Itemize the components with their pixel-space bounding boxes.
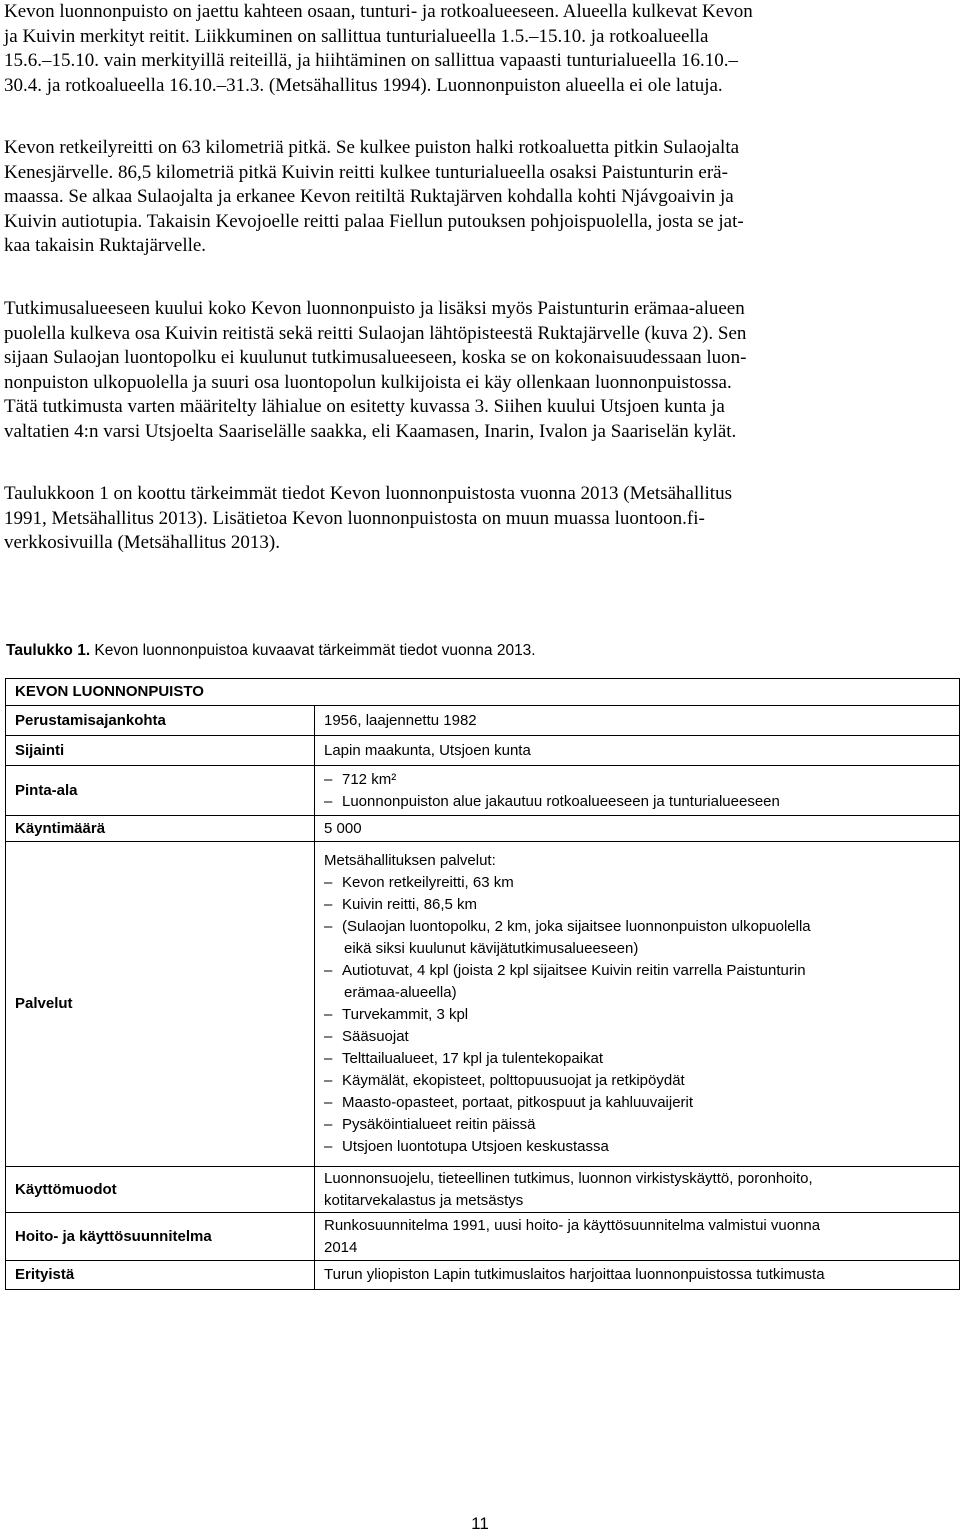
list-item-text: 712 km²: [342, 770, 397, 788]
row-label: Hoito- ja käyttösuunnitelma: [6, 1213, 315, 1261]
list-item: [324, 894, 950, 916]
row-value: [315, 1167, 960, 1213]
row-value: 1956, laajennettu 1982: [315, 706, 960, 736]
text-line: kaa takaisin Ruktajärvelle.: [4, 235, 207, 256]
list-item-continuation: erämaa-alueella): [344, 984, 457, 1001]
list-item: [324, 769, 950, 791]
table-row: [6, 816, 960, 842]
area-list: [324, 769, 950, 813]
row-value: 5 000: [315, 816, 960, 842]
paragraph-1: [4, 0, 946, 98]
cell-line: 2014: [324, 1238, 358, 1256]
table-caption-label: Taulukko 1.: [6, 642, 91, 659]
list-item-continuation: eikä siksi kuulunut kävijätutkimusalueeseen): [344, 940, 639, 957]
text-line: valtatien 4:n varsi Utsjoelta Saariselälle saakka, eli Kaamasen, Inarin, Ivalon ja Saariselän kylät.: [4, 420, 737, 442]
row-value: [315, 842, 960, 1167]
cell-line: Runkosuunnitelma 1991, uusi hoito- ja käyttösuunnitelma valmistui vuonna: [324, 1216, 821, 1234]
table-row: [6, 1167, 960, 1213]
list-item-text: Käymälät, ekopisteet, polttopuusuojat ja retkipöydät: [342, 1072, 685, 1089]
text-line: maassa. Se alkaa Sulaojalta ja erkanee Kevon reitiltä Ruktajärven kohdalla kohti Njávgoaivin ja: [4, 186, 734, 207]
dash-symbol: –: [324, 896, 333, 913]
dash-symbol: –: [324, 1094, 333, 1111]
text-line: Kenesjärvelle. 86,5 kilometriä pitkä Kuivin reitti kulkee tunturialueella osaksi Paistunturin erä-: [4, 161, 728, 183]
text-line: verkkosivuilla (Metsähallitus 2013).: [4, 532, 280, 553]
table-row: [6, 1261, 960, 1290]
cell-line: kotitarvekalastus ja metsästys: [324, 1191, 524, 1209]
dash-symbol: –: [324, 1138, 333, 1155]
text-line: Kuivin autiotupia. Takaisin Kevojoelle reitti palaa Fiellun putouksen pohjoispuolella, josta se jat-: [4, 210, 744, 232]
park-facts-table: [5, 678, 960, 1290]
list-item-text: Pysäköintialueet reitin päissä: [342, 1116, 536, 1133]
list-item-text: Autiotuvat, 4 kpl (joista 2 kpl sijaitsee Kuivin reitin varrella Paistunturin: [342, 962, 806, 979]
list-item-text: Telttailualueet, 17 kpl ja tulentekopaikat: [342, 1050, 604, 1067]
text-line: 1991, Metsähallitus 2013). Lisätietoa Kevon luonnonpuistosta on muun muassa luontoon.fi-: [4, 507, 705, 529]
list-item-text: Luonnonpuiston alue jakautuu rotkoalueeseen ja tunturialueeseen: [342, 792, 780, 810]
table-row: [6, 679, 960, 706]
paragraph-3: [4, 297, 946, 444]
table-caption: [6, 642, 536, 660]
table-caption-text: Kevon luonnonpuistoa kuvaavat tärkeimmät tiedot vuonna 2013.: [90, 642, 536, 659]
row-label: Sijainti: [6, 736, 315, 766]
list-item-text: Turvekammit, 3 kpl: [342, 1006, 469, 1023]
text-line: Kevon retkeilyreitti on 63 kilometriä pitkä. Se kulkee puiston halki rotkoaluetta pitkin Sulaojalta: [4, 137, 740, 158]
text-line: sijaan Sulaojan luontopolku ei kuulunut tutkimusalueeseen, koska se on kokonaisuudessaan luon-: [4, 347, 747, 368]
services-intro: Metsähallituksen palvelut:: [324, 852, 496, 869]
list-item: [324, 791, 950, 813]
list-item: [324, 1070, 950, 1092]
table-row: [6, 766, 960, 816]
row-value: Lapin maakunta, Utsjoen kunta: [315, 736, 960, 766]
row-value: [315, 1213, 960, 1261]
dash-symbol: –: [324, 874, 333, 891]
paragraph-2: [4, 136, 946, 259]
dash-symbol: –: [324, 962, 333, 979]
row-label: Erityistä: [6, 1261, 315, 1290]
dash-symbol: –: [324, 792, 333, 810]
page-number: 11: [471, 1514, 489, 1533]
list-item-text: Sääsuojat: [342, 1028, 409, 1045]
text-line: 30.4. ja rotkoalueella 16.10.–31.3. (Metsähallitus 1994). Luonnonpuiston alueella ei ole latuja.: [4, 74, 723, 96]
dash-symbol: –: [324, 1028, 333, 1045]
table-row: [6, 842, 960, 1167]
row-label: Käyntimäärä: [6, 816, 315, 842]
list-item: [324, 1136, 950, 1158]
dash-symbol: –: [324, 1116, 333, 1133]
text-line: Tätä tutkimusta varten määritelty lähialue on esitetty kuvassa 3. Siihen kuului Utsjoen kunta ja: [4, 396, 725, 417]
list-item-text: Kevon retkeilyreitti, 63 km: [342, 874, 514, 891]
list-item-text: Kuivin reitti, 86,5 km: [342, 896, 478, 913]
row-label: Käyttömuodot: [6, 1167, 315, 1213]
list-item: [324, 1026, 950, 1048]
row-label: Perustamisajankohta: [6, 706, 315, 736]
list-item-text: Maasto-opasteet, portaat, pitkospuut ja kahluuvaijerit: [342, 1094, 694, 1111]
list-item: [324, 1004, 950, 1026]
list-item-text: Utsjoen luontotupa Utsjoen keskustassa: [342, 1138, 609, 1155]
dash-symbol: –: [324, 918, 333, 935]
list-item: [324, 872, 950, 894]
dash-symbol: –: [324, 1006, 333, 1023]
list-item: [324, 960, 950, 982]
row-label: Palvelut: [6, 842, 315, 1167]
table-header: KEVON LUONNONPUISTO: [6, 679, 960, 706]
dash-symbol: –: [324, 1050, 333, 1067]
list-item: [324, 1092, 950, 1114]
table-row: [6, 736, 960, 766]
cell-line: Luonnonsuojelu, tieteellinen tutkimus, luonnon virkistyskäyttö, poronhoito,: [324, 1169, 813, 1187]
list-item: [324, 1114, 950, 1136]
text-line: puolella kulkeva osa Kuivin reitistä sekä reitti Sulaojan lähtöpisteestä Ruktajärvelle (kuva 2). Sen: [4, 322, 747, 344]
text-line: nonpuiston ulkopuolella ja suuri osa luontopolun kulkijoista ei käy ollenkaan luonnonpuistossa.: [4, 371, 732, 393]
list-item-text: (Sulaojan luontopolku, 2 km, joka sijaitsee luonnonpuiston ulkopuolella: [342, 918, 811, 935]
text-line: Kevon luonnonpuisto on jaettu kahteen osaan, tunturi- ja rotkoalueeseen. Alueella kulkevat Kevon: [4, 1, 753, 22]
paragraph-4: [4, 482, 946, 556]
row-label: Pinta-ala: [6, 766, 315, 816]
services-list: [324, 872, 950, 1158]
list-item: [324, 916, 950, 938]
row-value: Turun yliopiston Lapin tutkimuslaitos harjoittaa luonnonpuistossa tutkimusta: [315, 1261, 960, 1290]
row-value: [315, 766, 960, 816]
dash-symbol: –: [324, 770, 333, 788]
dash-symbol: –: [324, 1072, 333, 1089]
list-item: [324, 1048, 950, 1070]
text-line: Tutkimusalueeseen kuului koko Kevon luonnonpuisto ja lisäksi myös Paistunturin erämaa-alueen: [4, 298, 745, 319]
table-row: [6, 706, 960, 736]
table-row: [6, 1213, 960, 1261]
text-line: 15.6.–15.10. vain merkityillä reiteillä, ja hiihtäminen on sallittua vapaasti tunturialueella 16.10.–: [4, 50, 738, 71]
text-line: ja Kuivin merkityt reitit. Liikkuminen on sallittua tunturialueella 1.5.–15.10. ja rotkoalueella: [4, 25, 709, 47]
text-line: Taulukkoon 1 on koottu tärkeimmät tiedot Kevon luonnonpuistosta vuonna 2013 (Metsähallitus: [4, 483, 732, 504]
